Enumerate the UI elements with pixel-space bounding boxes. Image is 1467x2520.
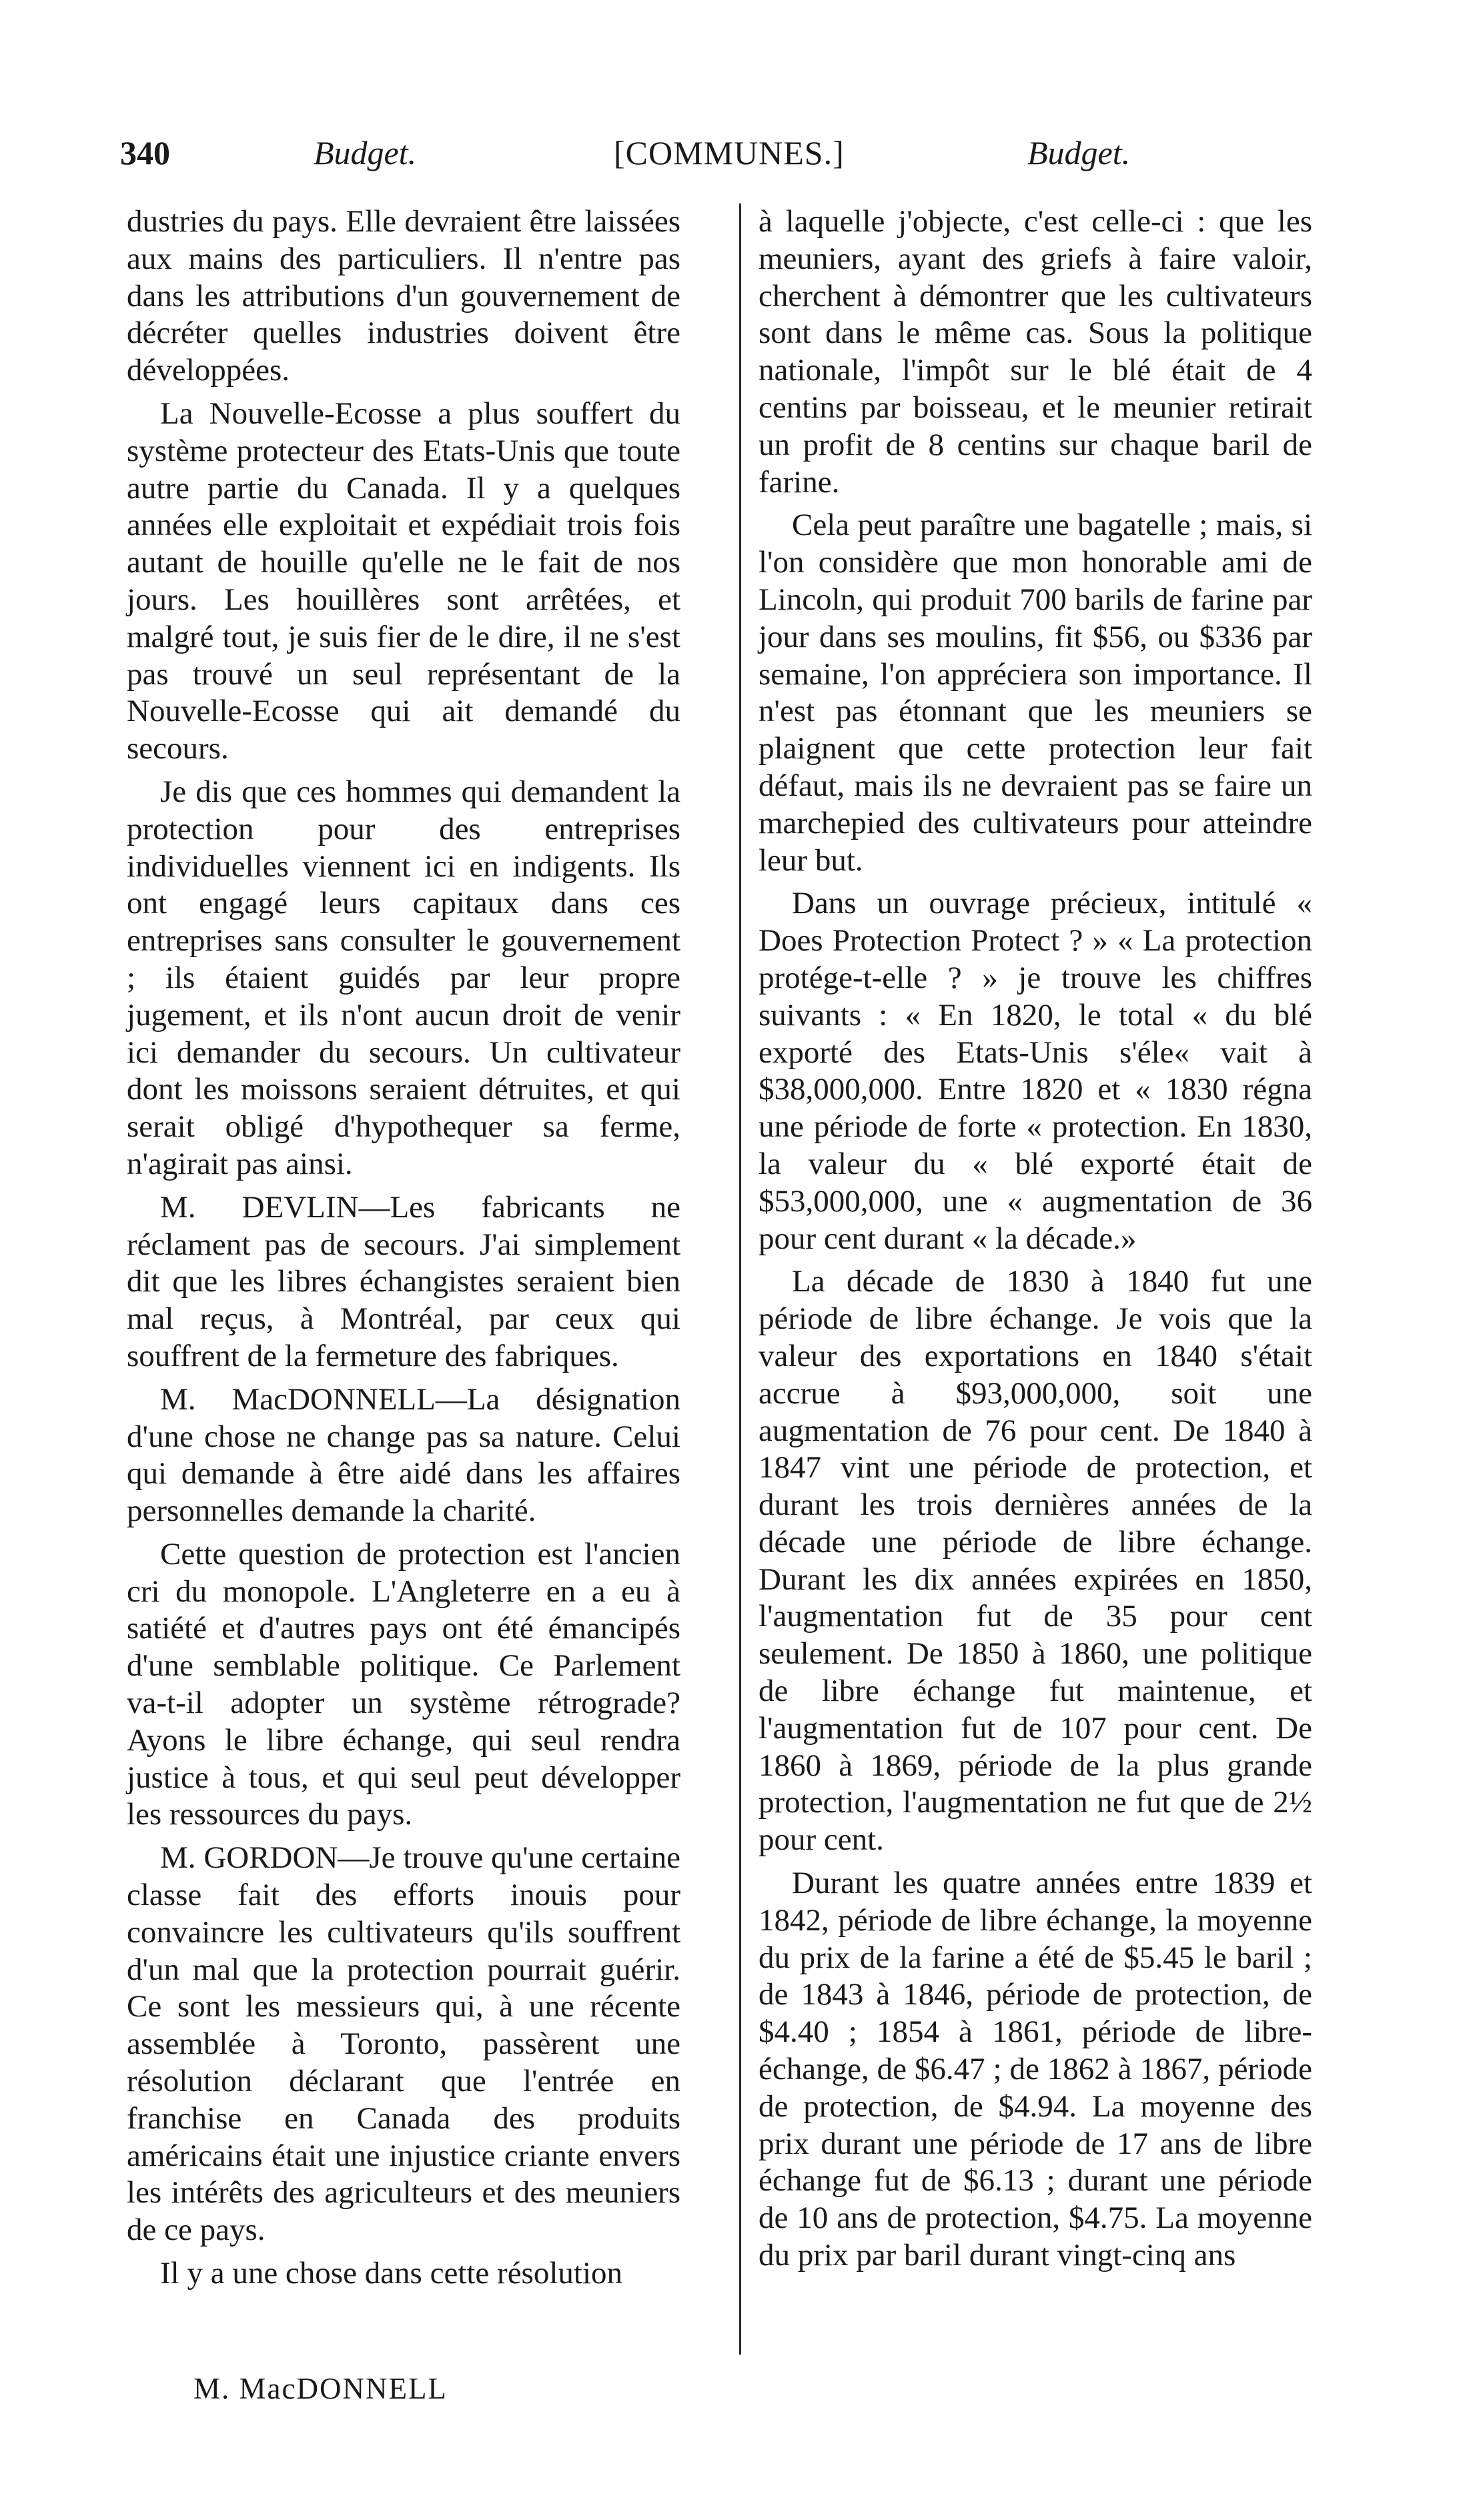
page-header — [120, 133, 1374, 180]
column-divider — [739, 203, 741, 2355]
paragraph: Cette question de protection est l'ancien cri du monopole. L'Angleterre en a eu à satiété et d'autres pays ont été émancipés d'une semblable politique. Ce Parlement va-t-il adopter un système rétrograde? Ayons le libre échange, qui seul rendra justice à tous, et qui seul peut développer les ressources du pays. — [127, 1536, 680, 1832]
paragraph: Dans un ouvrage précieux, intitulé « Does Protection Protect ? » « La protection protége-t-elle ? » je trouve les chiffres suivants : « En 1820, le total « du blé exporté des Etats-Unis s'éle« vait à $38,000,000. Entre 1820 et « 1830 régna une période de forte « protection. En 1830, la valeur du « blé exporté était de $53,000,000, une « augmentation de 36 pour cent durant « la décade.» — [759, 886, 1312, 1256]
page-number: 340 — [120, 134, 170, 171]
catchword: M. MacDONNELL — [193, 2372, 448, 2405]
paragraph: M. GORDON—Je trouve qu'une certaine classe fait des efforts inouis pour convaincre les cultivateurs qu'ils souffrent d'un mal que la protection pourrait guérir. Ce sont les messieurs qui, à une récente assemblée à Toronto, passèrent une résolution déclarant que l'entrée en franchise en Canada des produits américains était une injustice criante envers les intérêts des agriculteurs et des meuniers de ce pays. — [127, 1840, 680, 2248]
right-column — [759, 203, 1312, 2281]
paragraph: Il y a une chose dans cette résolution — [160, 2256, 623, 2291]
paragraph: Cela peut paraître une bagatelle ; mais, si l'on considère que mon honorable ami de Lincoln, qui produit 700 barils de farine par jour dans ses moulins, fit $56, ou $336 par semaine, l'on appréciera son importance. Il n'est pas étonnant que les meuniers se plaignent que cette protection leur fait défaut, mais ils ne devraient pas se faire un marchepied des cultivateurs pour atteindre leur but. — [759, 508, 1312, 878]
paragraph: à laquelle j'objecte, c'est celle-ci : que les meuniers, ayant des griefs à faire valoir, cherchent à démontrer que les cultivateurs sont dans le même cas. Sous la politique nationale, l'impôt sur le blé était de 4 centins par boisseau, et le meunier retirait un profit de 8 centins sur chaque baril de farine. — [759, 204, 1312, 500]
paragraph: La Nouvelle-Ecosse a plus souffert du système protecteur des Etats-Unis que toute autre partie du Canada. Il y a quelques années elle exploitait et expédiait trois fois autant de houille qu'elle ne le fait de nos jours. Les houillères sont arrêtées, et malgré tout, je suis fier de le dire, il ne s'est pas trouvé un seul représentant de la Nouvelle-Ecosse qui ait demandé du secours. — [127, 396, 680, 766]
left-column — [127, 203, 680, 2299]
paragraph: La décade de 1830 à 1840 fut une période de libre échange. Je vois que la valeur des exportations en 1840 s'était accrue à $93,000,000, soit une augmentation de 76 pour cent. De 1840 à 1847 vint une période de protection, et durant les trois dernières années de la décade une période de libre échange. Durant les dix années expirées en 1850, l'augmentation fut de 35 pour cent seulement. De 1850 à 1860, une politique de libre échange fut maintenue, et l'augmentation fut de 107 pour cent. De 1860 à 1869, période de la plus grande protection, l'augmentation ne fut que de 2½ pour cent. — [759, 1264, 1312, 1858]
running-title-left: Budget. — [314, 134, 417, 171]
paragraph: M. MacDONNELL—La désignation d'une chose ne change pas sa nature. Celui qui demande à être aidé dans les affaires personnelles demande la charité. — [127, 1381, 680, 1529]
paragraph: dustries du pays. Elle devraient être laissées aux mains des particuliers. Il n'entre pas dans les attributions d'un gouvernement de décréter quelles industries doivent être développées. — [127, 204, 680, 388]
running-title-center: [COMMUNES.] — [614, 134, 845, 171]
paragraph: M. DEVLIN—Les fabricants ne réclament pas de secours. J'ai simplement dit que les libres échangistes seraient bien mal reçus, à Montréal, par ceux qui souffrent de la fermeture des fabriques. — [127, 1189, 680, 1373]
paragraph: Durant les quatre années entre 1839 et 1842, période de libre échange, la moyenne du prix de la farine a été de $5.45 le baril ; de 1843 à 1846, période de protection, de $4.40 ; 1854 à 1861, période de libre-échange, de $6.47 ; de 1862 à 1867, période de protection, de $4.94. La moyenne des prix durant une période de 17 ans de libre échange fut de $6.13 ; durant une période de 10 ans de protection, $4.75. La moyenne du prix par baril durant vingt-cinq ans — [759, 1866, 1312, 2273]
paragraph: Je dis que ces hommes qui demandent la protection pour des entreprises individuelles viennent ici en indigents. Ils ont engagé leurs capitaux dans ces entreprises sans consulter le gouvernement ; ils étaient guidés par leur propre jugement, et ils n'ont aucun droit de venir ici demander du secours. Un cultivateur dont les moissons seraient détruites, et qui serait obligé d'hypothequer sa ferme, n'agirait pas ainsi. — [127, 774, 680, 1181]
running-title-right: Budget. — [1027, 134, 1131, 171]
